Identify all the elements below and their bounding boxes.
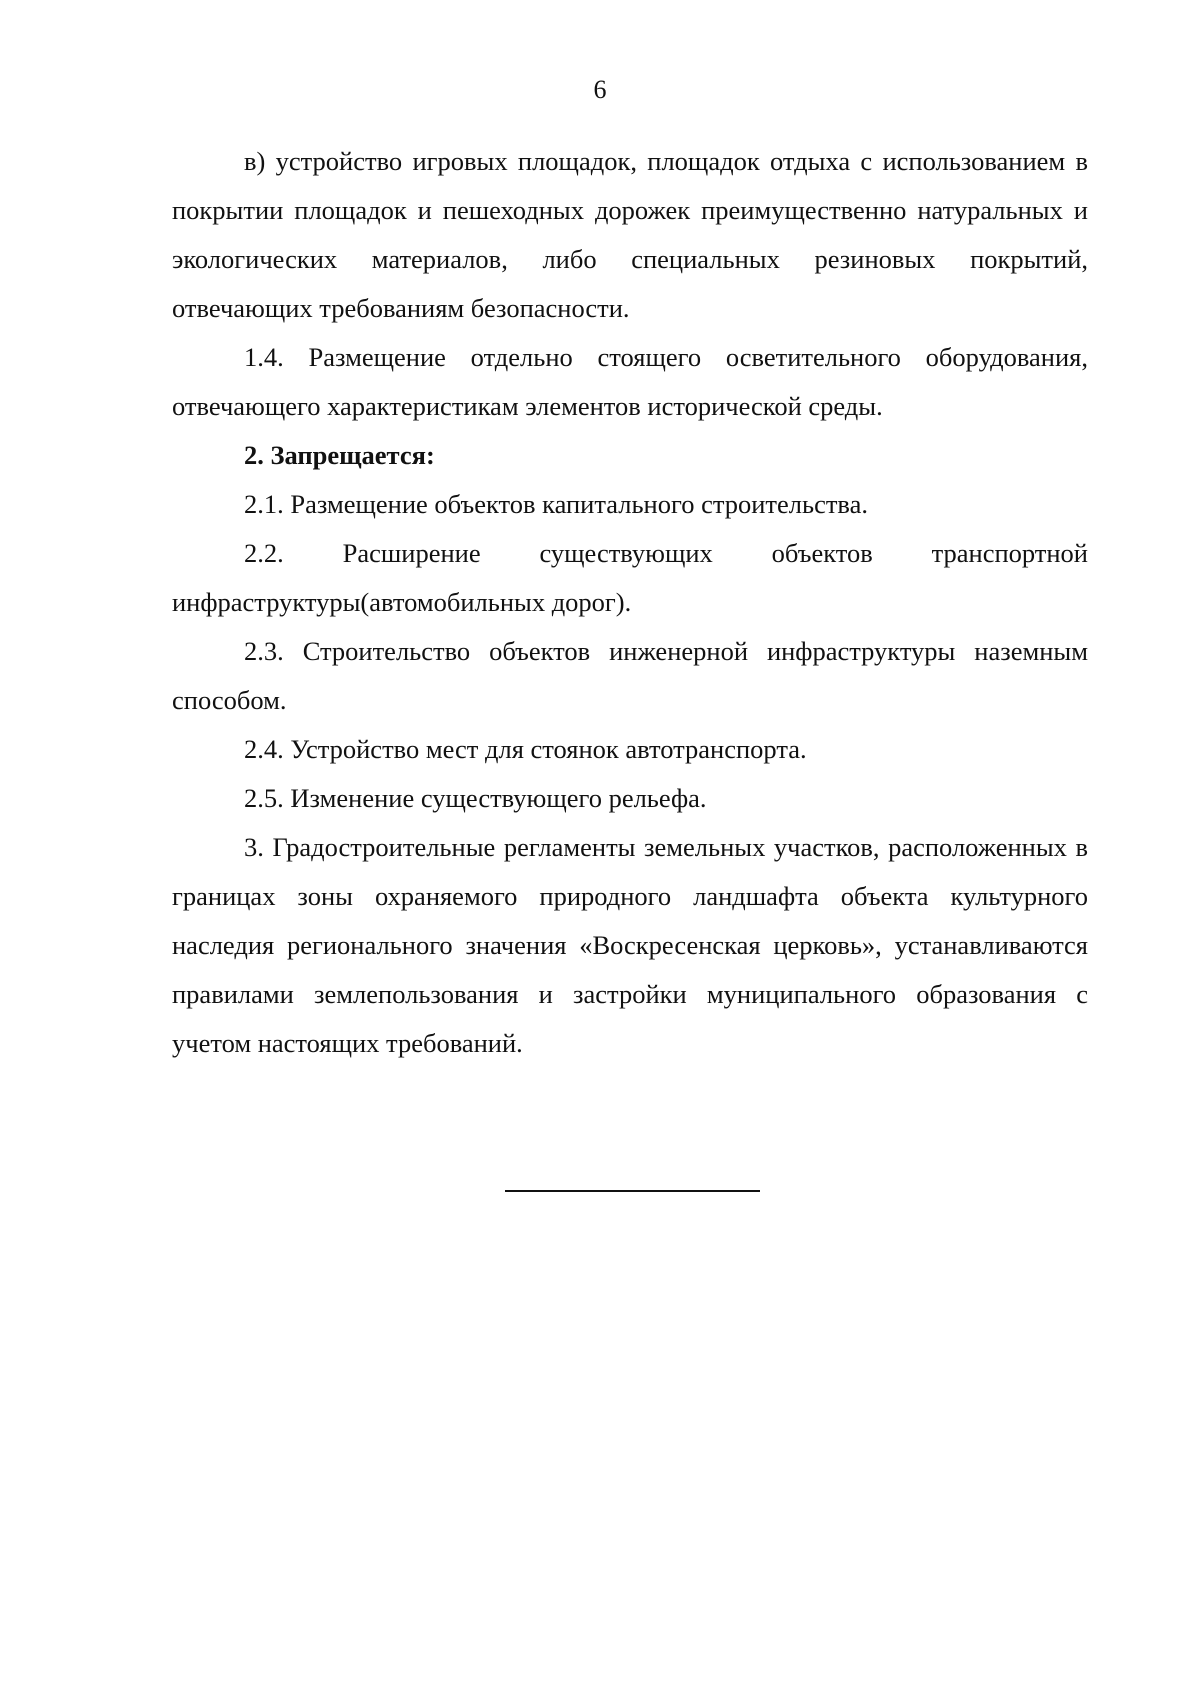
paragraph-2-5: 2.5. Изменение существующего рельефа.	[244, 783, 707, 813]
paragraph-2-1: 2.1. Размещение объектов капитального строительства.	[244, 489, 868, 519]
paragraph-1-4-lighting: 1.4. Размещение отдельно стоящего осветительного оборудования, отвечающего характеристикам элементов исторической среды.	[172, 342, 1088, 421]
document-body	[172, 137, 1088, 1068]
paragraph-2-4: 2.4. Устройство мест для стоянок автотранспорта.	[244, 734, 807, 764]
paragraph-2-3: 2.3. Строительство объектов инженерной инфраструктуры наземным способом.	[172, 636, 1088, 715]
paragraph-play-areas: в) устройство игровых площадок, площадок отдыха с использованием в покрытии площадок и пешеходных дорожек преимущественно натуральных и экологических материалов, либо специальных резиновых покрытий, отвечающих требованиям безопасности.	[172, 146, 1088, 323]
page-number: 6	[593, 75, 607, 104]
end-of-document-rule	[505, 1190, 760, 1192]
section-heading-prohibited: 2. Запрещается:	[244, 440, 435, 470]
paragraph-2-2: 2.2. Расширение существующих объектов транспортной инфраструктуры(автомобильных дорог).	[172, 538, 1088, 617]
paragraph-3-regulations: 3. Градостроительные регламенты земельных участков, расположенных в границах зоны охраняемого природного ландшафта объекта культурного наследия регионального значения «Воскресенская церковь», устанавливаются правилами землепользования и застройки муниципального образования с учетом настоящих требований.	[172, 832, 1088, 1058]
